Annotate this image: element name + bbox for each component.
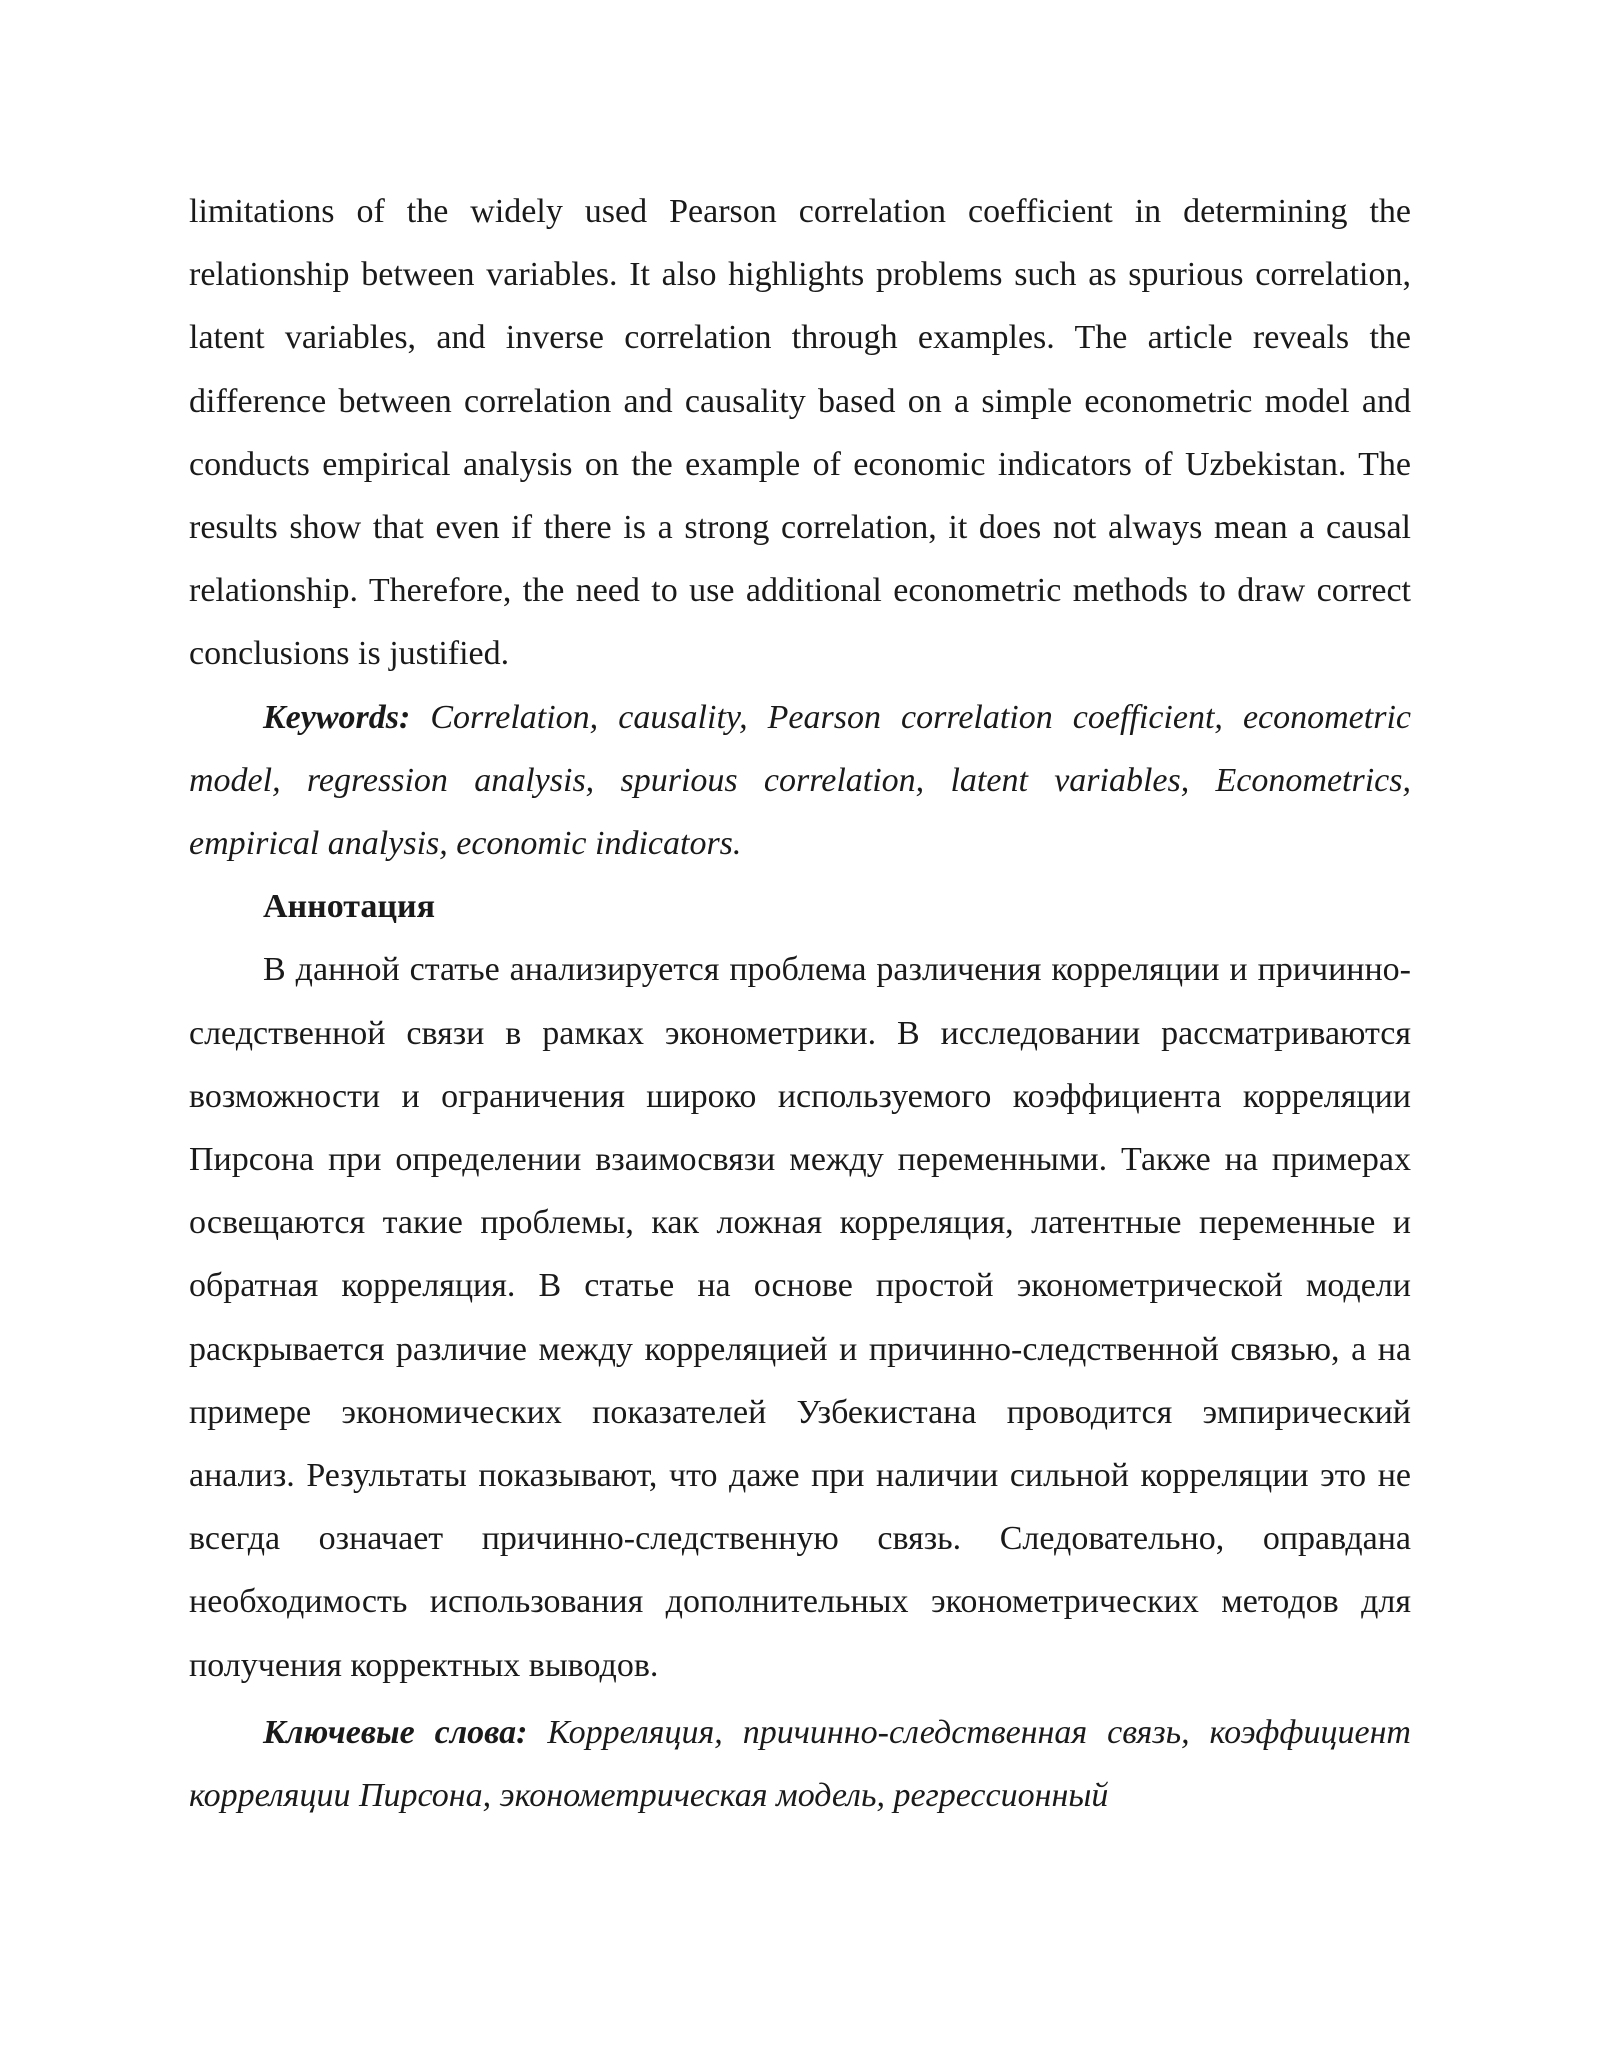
keywords-en (189, 686, 1411, 876)
keywords-ru-text: Корреляция, причинно-следственная связь, коэффициент корреляции Пирсона, эконометрическая модель, регрессионный (189, 1713, 1411, 1815)
annotation-heading: Аннотация (263, 888, 435, 926)
keywords-en-label: Keywords: (263, 698, 411, 736)
keywords-ru-label: Ключевые слова: (263, 1713, 528, 1751)
page-content (189, 180, 1411, 1827)
keywords-en-text: Correlation, causality, Pearson correlation coefficient, econometric model, regression analysis, spurious correlation, latent variables, Econometrics, empirical analysis, economic indicators. (189, 698, 1411, 863)
keywords-ru (189, 1701, 1411, 1827)
abstract-en-continuation: limitations of the widely used Pearson correlation coefficient in determining the relationship between variables. It also highlights problems such as spurious correlation, latent variables, and inverse correlation through examples. The article reveals the difference between correlation and causality based on a simple econometric model and conducts empirical analysis on the example of economic indicators of Uzbekistan. The results show that even if there is a strong correlation, it does not always mean a causal relationship. Therefore, the need to use additional econometric methods to draw correct conclusions is justified. (189, 193, 1411, 673)
annotation-ru-text: В данной статье анализируется проблема различения корреляции и причинно-следственной связи в рамках эконометрики. В исследовании рассматриваются возможности и ограничения широко используемого коэффициента корреляции Пирсона при определении взаимосвязи между переменными. Также на примерах освещаются такие проблемы, как ложная корреляция, латентные переменные и обратная корреляция. В статье на основе простой эконометрической модели раскрывается различие между корреляцией и причинно-следственной связью, а на примере экономических показателей Узбекистана проводится эмпирический анализ. Результаты показывают, что даже при наличии сильной корреляции это не всегда означает причинно-следственную связь. Следовательно, оправдана необходимость использования дополнительных эконометрических методов для получения корректных выводов. (189, 951, 1411, 1684)
